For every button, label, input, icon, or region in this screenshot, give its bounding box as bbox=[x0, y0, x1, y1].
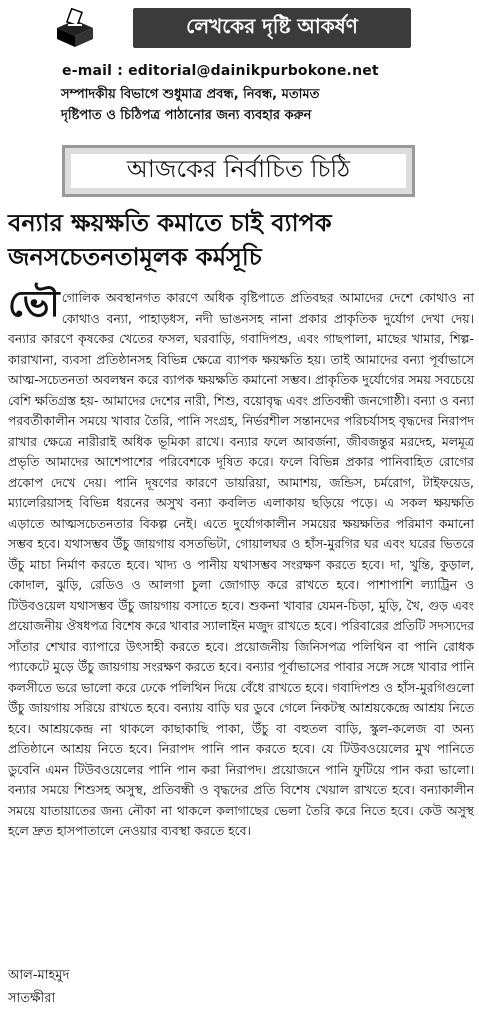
article-body bbox=[8, 284, 474, 842]
drop-cap: ভৌ bbox=[8, 284, 60, 325]
selected-letter-banner: আজকের নির্বাচিত চিঠি bbox=[62, 145, 415, 197]
headline-line1: বন্যার ক্ষয়ক্ষতি কমাতে চাই ব্যাপক bbox=[8, 209, 332, 237]
article-text: গোলিক অবস্থানগত কারণে অধিক বৃষ্টিপাতে প্রতিবছর আমাদের দেশে কোথাও না কোথাও বন্যা, পাহাড়ধস, নদী ভাঙনসহ নানা প্রকার প্রাকৃতিক দুর্যোগ দেখা দেয়। বন্যার কারণে কৃষকের খেতের ফসল, ঘরবাড়ি, গবাদিপশু, এবং গাছপালা, মাছের খামার, শিল্প-কারাখানা, ব্যবসা প্রতিষ্ঠানসহ বিভিন্ন ক্ষেত্রে ব্যাপক ক্ষয়ক্ষতি হয়। তাই আমাদের বন্যা পূর্বাভাসে আত্ম-সচেতনতা অবলম্বন করে ব্যাপক ক্ষয়ক্ষতি কমানো সম্ভব। প্রাকৃতিক দুর্যোগের সময় সবচেয়ে বেশি ক্ষতিগ্রস্ত হয়- আমাদের দেশের নারী, শিশু, বয়োবৃদ্ধ এবং প্রতিবন্ধী জনগোষ্ঠী। বন্যা ও বন্যা পরবর্তীকালীন সময়ে খাবার তৈরি, পানি সংগ্রহ, নির্ভরশীল সন্তানদের পরিচর্যাসহ বৃদ্ধদের নিরাপদ রাখার ক্ষেত্রে নারীরাই অধিক ভূমিকা রাখে। বন্যার ফলে আবর্জনা, জীবজন্তুর মরদেহ, মলমূত্র প্রভৃতি আমাদের আশেপাশের পরিবেশকে দূষিত করে। ফলে বিভিন্ন প্রকার পানিবাহিত রোগের প্রকোপ দেখে দেয়। পানি দূষণের কারণে ডায়রিয়া, আমাশয়, জন্ডিস, চর্মরোগ, টাইফয়েড, ম্যালেরিয়াসহ বিভিন্ন ধরনের অসুখ বন্যা কবলিত এলাকায় ছড়িয়ে পড়ে। এ সকল ক্ষয়ক্ষতি এড়াতে আত্মসচেতনতার বিকল্প নেই। এতে দুর্যোগকালীন সময়ের ক্ষয়ক্ষতির পরিমাণ কমানো সম্ভব হবে। যথাসম্ভব উঁচু জায়গায় বসতভিটা, গোয়ালঘর ও হাঁস-মুরগির ঘর এবং ঘরের ভিতরে উঁচু মাচা নির্মাণ করতে হবে। খাদ্য ও পানীয় যথাসম্ভব সংরক্ষণ করতে হবে। দা, খুন্তি, কুড়াল, কোদাল, ঝুড়ি, রেডিও ও আলগা চুলা জোগাড় করে রাখতে হবে। পাশাপাশি ল্যাট্রিন ও টিউবওয়েল যথাসম্ভব উঁচু জায়গায় বসাতে হবে। শুকনা খাবার যেমন-চিড়া, মুড়ি, খৈ, গুড় এবং প্রয়োজনীয় ঔষধপত্র বিশেষ করে খাবার স্যালাইন মজুদ রাখতে হবে। পরিবারের প্রতিটি সদস্যদের সাঁতার শেখার ব্যাপারে উৎসাহী করতে হবে। প্রয়োজনীয় জিনিসপত্র পলিথিন বা পানি রোধক প্যাকেটে মুড়ে উঁচু জায়গায় সংরক্ষণ করতে হবে। বন্যার পূর্বাভাসের পাবার সঙ্গে সঙ্গে খাবার পানি কলসীতে ভরে ভালো করে ঢেকে পলিথিন দিয়ে বেঁধে রাখতে হবে। গবাদিপশু ও হাঁস-মুরগিগুলো উঁচু জায়গায় সরিয়ে রাখতে হবে। বন্যায় বাড়ি ঘর ডুবে গেলে নিকটস্থ আশ্রয়কেন্দ্রে আশ্রয় নিতে হবে। আশ্রয়কেন্দ্র না থাকলে কাছাকাছি পাকা, উঁচু বা বহুতল বাড়ি, স্কুল-কলেজ বা অন্য প্রতিষ্ঠানে আশ্রয় নিতে হবে। নিরাপদ পানি পান করতে হবে। যে টিউবওয়েলের মুখ পানিতে ডুবেনি এমন টিউবওয়েলের পানি পান করা নিরাপদ। প্রয়োজনে পানি ফুটিয়ে পান করা ভালো। বন্যার সময়ে শিশুসহ অসুস্থ, প্রতিবন্ধী ও বৃদ্ধদের প্রতি বিশেষ খেয়াল রাখতে হবে। বন্যাকালীন সময়ে যাতায়াতের জন্য নৌকা না থাকলে কলাগাছের ভেলা তৈরি করে নিতে হবে। কেউ অসুস্থ হলে দ্রুত হাসপাতালে নেওয়ার ব্যবস্থা করতে হবে। bbox=[8, 290, 474, 838]
author-name: আল-মাহমুদ bbox=[8, 968, 70, 983]
author-location: সাতক্ষীরা bbox=[8, 991, 56, 1006]
submission-note-line2: দৃষ্টিপাত ও চিঠিপত্র পাঠানোর জন্য ব্যবহার করুন bbox=[61, 108, 312, 123]
ballot-box-icon bbox=[55, 8, 95, 48]
submission-note-line1: সম্পাদকীয় বিভাগে শুধুমাত্র প্রবন্ধ, নিবন্ধ, মতামত bbox=[61, 87, 320, 102]
section-title: লেখকের দৃষ্টি আকর্ষণ bbox=[133, 8, 411, 48]
headline-line2: জনসচেতনতামূলক কর্মসূচি bbox=[8, 243, 262, 271]
contact-email[interactable]: e-mail : editorial@dainikpurbokone.net bbox=[62, 63, 379, 79]
